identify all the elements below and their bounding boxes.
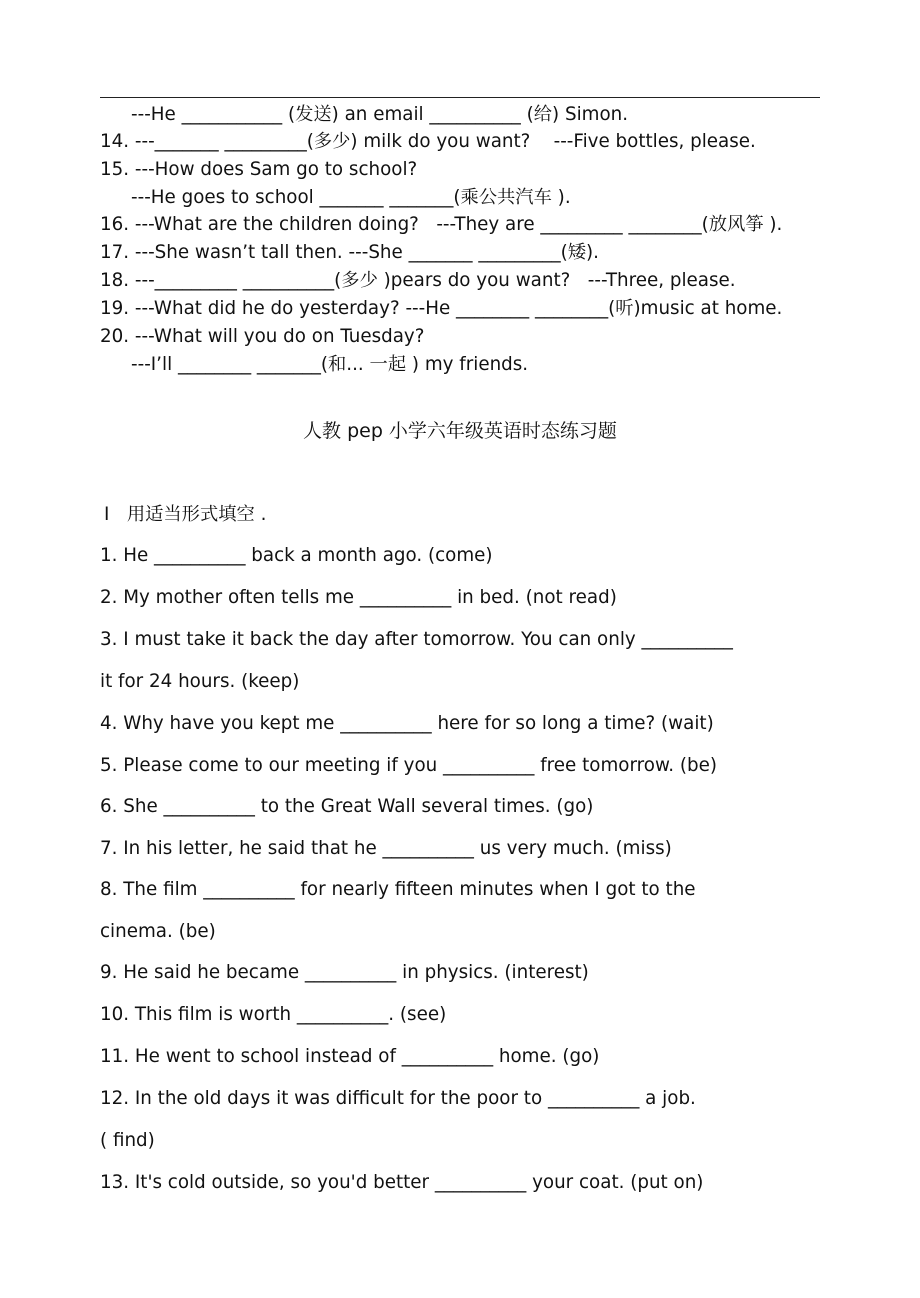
- exercise-line: 1. He __________ back a month ago. (come): [100, 545, 493, 566]
- exercise-line: 13. It's cold outside, so you'd better __________ your coat. (put on): [100, 1172, 704, 1193]
- exercise-line: 10. This film is worth __________. (see): [100, 1004, 447, 1025]
- exercise-line: 3. I must take it back the day after tomorrow. You can only __________: [100, 629, 733, 650]
- exercise-line: it for 24 hours. (keep): [100, 671, 300, 692]
- top-line-4: ---He goes to school _______ _______(乘公共汽车 ).: [131, 187, 571, 208]
- exercise-line: 12. In the old days it was difficult for the poor to __________ a job.: [100, 1088, 696, 1109]
- exercise-line: 7. In his letter, he said that he __________ us very much. (miss): [100, 838, 672, 859]
- exercise-line: 8. The film __________ for nearly fifteen minutes when I got to the: [100, 879, 696, 900]
- exercise-line: 4. Why have you kept me __________ here for so long a time? (wait): [100, 713, 714, 734]
- exercise-line: 6. She __________ to the Great Wall several times. (go): [100, 796, 594, 817]
- top-line-2: 14. ---_______ _________(多少) milk do you want? ---Five bottles, please.: [100, 131, 756, 152]
- exercise-line: 2. My mother often tells me __________ in bed. (not read): [100, 587, 617, 608]
- exercise-line: cinema. (be): [100, 921, 216, 942]
- top-line-3: 15. ---How does Sam go to school?: [100, 159, 418, 180]
- top-line-7: 18. ---_________ __________(多少 )pears do you want? ---Three, please.: [100, 270, 736, 291]
- exercise-line: 9. He said he became __________ in physics. (interest): [100, 962, 589, 983]
- top-line-5: 16. ---What are the children doing? ---They are _________ ________(放风筝 ).: [100, 214, 783, 235]
- exercise-line: ( find): [100, 1130, 155, 1151]
- document-title: 人教 pep 小学六年级英语时态练习题: [303, 420, 617, 442]
- top-line-9: 20. ---What will you do on Tuesday?: [100, 326, 425, 347]
- top-line-10: ---I’ll ________ _______(和... 一起 ) my friends.: [131, 354, 529, 375]
- top-line-1: ---He ___________ (发送) an email __________ (给) Simon.: [131, 104, 629, 125]
- top-line-6: 17. ---She wasn’t tall then. ---She _______ _________(矮).: [100, 242, 599, 263]
- header-rule: [100, 97, 820, 98]
- section-heading: Ⅰ 用适当形式填空 .: [104, 504, 267, 525]
- exercise-line: 5. Please come to our meeting if you __________ free tomorrow. (be): [100, 755, 717, 776]
- exercise-line: 11. He went to school instead of __________ home. (go): [100, 1046, 600, 1067]
- top-line-8: 19. ---What did he do yesterday? ---He ________ ________(听)music at home.: [100, 298, 783, 319]
